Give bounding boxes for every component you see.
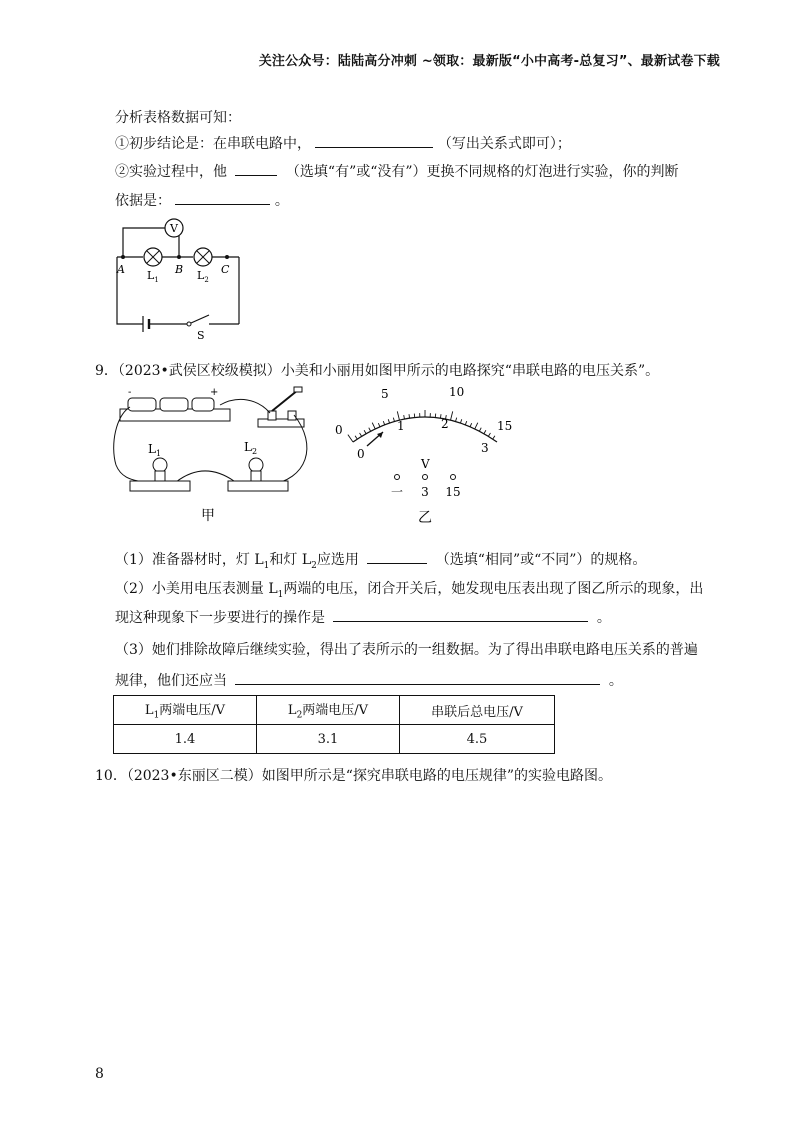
- q9-sub2-sub: 1: [277, 589, 284, 600]
- q9-number: 9．: [95, 363, 118, 379]
- q8-item1-blank[interactable]: [315, 146, 433, 148]
- q10-number: 10．: [95, 768, 127, 784]
- lamp1-board-icon: [130, 481, 190, 491]
- q9-sub1: [115, 549, 646, 571]
- q9-sub1-mid: 和灯 L: [269, 552, 312, 568]
- dial-tick-mark: [493, 436, 495, 439]
- dial-tick-mark: [360, 433, 362, 436]
- dial-tick-mark: [348, 435, 353, 442]
- q9-sub2-prefix: （2）小美用电压表测量 L: [115, 581, 278, 597]
- q9-sub2-cont-text: 现这种现象下一步要进行的操作是: [115, 610, 325, 626]
- terminal-minus-icon: [395, 475, 400, 480]
- terminal-15-icon: [451, 475, 456, 480]
- terminal-15-label: 15: [445, 485, 461, 499]
- q9-stem: [95, 360, 659, 380]
- q9-sub1-prefix: （1）准备器材时，灯 L: [115, 552, 264, 568]
- dial-zero-upper: 0: [335, 423, 343, 437]
- dial-tick-mark: [484, 430, 486, 433]
- q8-item2-end: 。: [274, 193, 289, 209]
- q9-sub3-end: 。: [608, 673, 623, 689]
- q8-item2-cont: [115, 190, 289, 210]
- q9-source: （2023•武侯区校级模拟）: [117, 363, 281, 379]
- dial-tick-mark: [409, 414, 410, 418]
- dial-tick-mark: [479, 428, 481, 432]
- q9-sub2-blank[interactable]: [333, 620, 588, 622]
- dial-tick-mark: [355, 436, 357, 439]
- dial-tick-0: 0: [357, 447, 365, 461]
- q9-stem-text: 小美和小丽用如图甲所示的电路探究“串联电路的电压关系”。: [280, 363, 660, 379]
- dial-tick-10: 10: [449, 385, 465, 399]
- node-b-label: B: [175, 263, 184, 276]
- dial-tick-mark: [470, 423, 472, 427]
- q9-sub1-sub-a: 1: [263, 560, 270, 571]
- lamp1-bulb-icon: [153, 458, 167, 472]
- q9-sub3-line1: （3）她们排除故障后继续实验，得出了表所示的一组数据。为了得出串联电路电压关系的普遍: [115, 642, 698, 658]
- q10-stem-text: 如图甲所示是“探究串联电路的电压规律”的实验电路图。: [261, 768, 613, 784]
- table-header-l1: $L_1$两端电压/V: [114, 696, 257, 725]
- table-header-l2: $L_2$两端电压/V: [257, 696, 400, 725]
- terminal-3-icon: [423, 475, 428, 480]
- dial-arc: [353, 417, 497, 442]
- dial-tick-2: 2: [441, 417, 449, 431]
- table-cell-l2: 3.1: [257, 725, 400, 754]
- q8-item2-prefix: ②实验过程中，他: [115, 164, 227, 180]
- switch-icon: [191, 315, 209, 323]
- node-c-label: C: [221, 263, 230, 276]
- q9-sub3-line2: [115, 670, 623, 690]
- table-header-row: [114, 696, 555, 725]
- q8-item2-reason-blank[interactable]: [175, 203, 270, 205]
- q10-source: （2023•东丽区二模）: [126, 768, 262, 784]
- node-a-label: A: [117, 263, 125, 276]
- terminal-minus-label: 一: [390, 485, 404, 499]
- lamp2-board-icon: [228, 481, 288, 491]
- q9-sub2-end: 。: [596, 610, 611, 626]
- table-row: [114, 725, 555, 754]
- lamp2-bulb-icon: [249, 458, 263, 472]
- q9-sub3-line2-text: 规律，他们还应当: [115, 673, 227, 689]
- dial-tick-mark: [383, 421, 384, 425]
- dial-unit: V: [421, 457, 430, 471]
- dial-tick-mark: [393, 418, 394, 422]
- q8-intro: 分析表格数据可知：: [115, 110, 241, 126]
- table-cell-l1: 1.4: [114, 725, 257, 754]
- battery-minus-label: -: [128, 387, 132, 398]
- dial-tick-mark: [475, 423, 478, 429]
- q9-sub3-blank[interactable]: [235, 683, 600, 685]
- q8-item2: [115, 161, 679, 181]
- q9-fig-yi: [325, 382, 525, 527]
- table-header-total: 串联后总电压/V: [400, 696, 555, 725]
- q8-item2-blank[interactable]: [235, 174, 277, 176]
- q8-item1-suffix: （写出关系式即可）；: [437, 136, 571, 152]
- page-number: 8: [95, 1066, 104, 1082]
- page-header: 关注公众号：陆陆高分冲刺 ~领取：最新版“小中高考-总复习”、最新试卷下载: [258, 54, 720, 69]
- battery-cell-icon: [160, 398, 188, 411]
- dial-tick-1: 1: [397, 419, 405, 433]
- terminal-3-label: 3: [421, 485, 429, 499]
- q9-sub2-cont: [115, 607, 611, 627]
- q9-sub1-mid2: 应选用: [316, 552, 359, 568]
- dial-tick-mark: [456, 418, 457, 422]
- dial-tick-3: 3: [481, 441, 489, 455]
- q9-sub2-rest: 两端的电压，闭合开关后，她发现电压表出现了图乙所示的现象，出: [283, 581, 704, 597]
- dial-tick-15: 15: [497, 419, 513, 433]
- battery-plus-label: +: [210, 387, 219, 398]
- q8-item2-suffix: （选填“有”或“没有”）更换不同规格的灯泡进行实验，你的判断: [285, 164, 679, 180]
- q9-sub1-suffix: （选填“相同”或“不同”）的规格。: [435, 552, 647, 568]
- dial-tick-mark: [378, 423, 380, 427]
- dial-tick-5: 5: [381, 387, 389, 401]
- switch-label: S: [197, 329, 205, 340]
- q9-sub1-sub-b: 2: [311, 560, 317, 571]
- battery-cell-icon: [128, 398, 156, 411]
- lamp2-label: $L_2$: [197, 269, 209, 284]
- dial-tick-mark: [369, 428, 371, 432]
- q10-stem: [95, 765, 612, 785]
- switch-board-icon: [258, 419, 304, 427]
- voltmeter-label: V: [170, 222, 178, 235]
- dial-tick-mark: [460, 419, 461, 423]
- q8-item2-cont-text: 依据是：: [115, 193, 171, 209]
- dial-tick-mark: [465, 421, 466, 425]
- q9-fig-jia: [108, 385, 318, 525]
- battery-cell-icon: [192, 398, 214, 411]
- fig-jia-lamp1-label: $L_1$: [148, 442, 162, 458]
- q8-item1: [115, 133, 571, 153]
- dial-tick-mark: [364, 430, 366, 433]
- fig-jia-caption: 甲: [201, 508, 215, 524]
- q9-data-table: [113, 695, 555, 754]
- dial-tick-mark: [372, 423, 375, 429]
- fig-jia-lamp2-label: $L_2$: [244, 440, 258, 456]
- q9-sub2: [115, 578, 703, 600]
- lamp1-label: $L_1$: [147, 269, 159, 284]
- dial-tick-mark: [388, 419, 389, 423]
- q8-item1-prefix: ①初步结论是：在串联电路中，: [115, 136, 311, 152]
- dial-tick-mark: [451, 411, 453, 420]
- dial-tick-mark: [488, 433, 490, 436]
- q9-sub1-blank[interactable]: [367, 562, 427, 564]
- fig-yi-caption: 乙: [418, 510, 432, 526]
- table-cell-total: 4.5: [400, 725, 555, 754]
- q8-circuit-diagram: [105, 210, 255, 340]
